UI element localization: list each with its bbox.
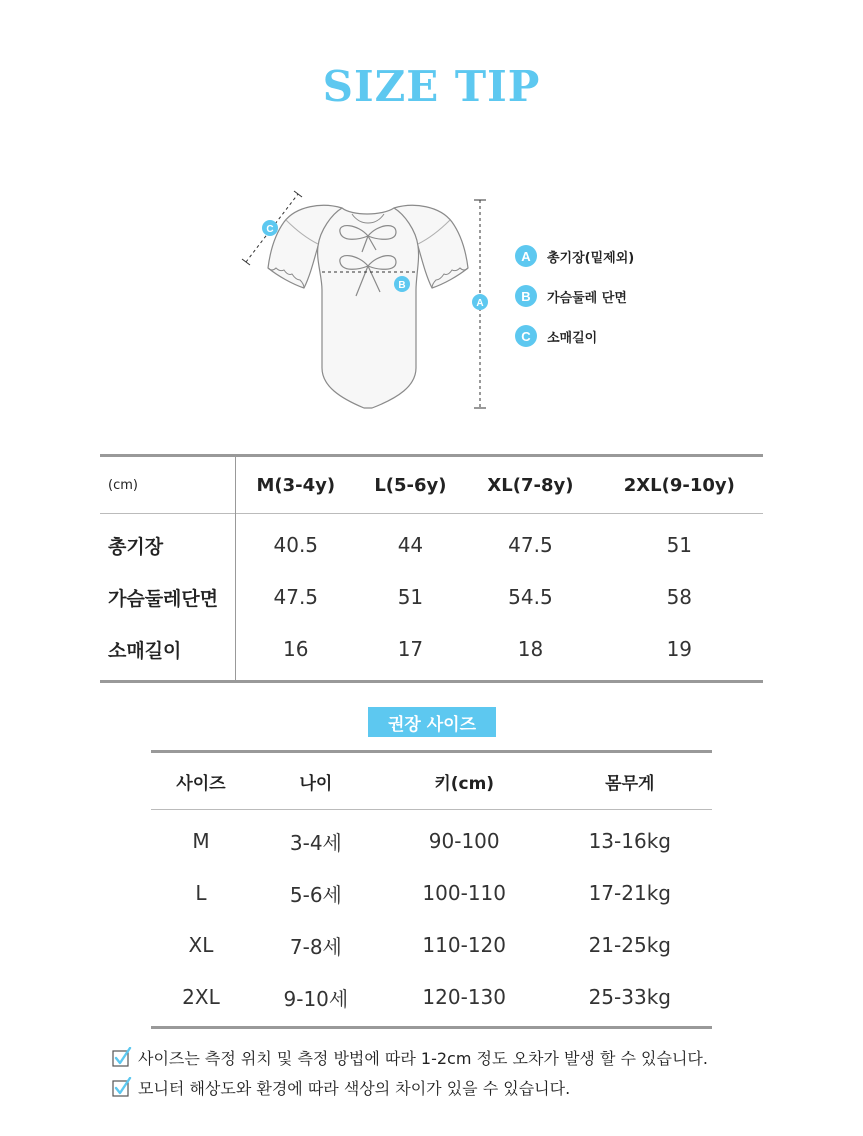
marker-b: B	[398, 280, 406, 291]
legend-label-a: 총기장(밑제외)	[547, 250, 635, 266]
garment-diagram	[230, 180, 510, 420]
row-label: 소매길이	[100, 623, 236, 682]
table-cell: 100-110	[422, 881, 506, 905]
page-title: SIZE TIP	[322, 62, 541, 111]
marker-a: A	[476, 298, 484, 309]
size-table	[100, 454, 763, 683]
table-cell: XL	[188, 933, 214, 957]
table-cell: L	[195, 881, 207, 905]
legend-badge-b: B	[515, 285, 537, 307]
recommend-badge: 권장 사이즈	[368, 707, 496, 737]
table-row	[100, 571, 763, 623]
note-text: 사이즈는 측정 위치 및 측정 방법에 따라 1-2cm 정도 오차가 발생 할 수 있습니다.	[138, 1048, 708, 1068]
table-row	[151, 919, 712, 971]
legend-label-b: 가슴둘레 단면	[547, 290, 627, 306]
table-row	[100, 623, 763, 682]
table-cell: 90-100	[428, 829, 500, 853]
table-cell: 47.5	[508, 533, 553, 557]
unit-label: (cm)	[100, 456, 236, 514]
table-cell: 19	[666, 637, 693, 661]
column-header: 사이즈	[176, 773, 226, 794]
table-row	[151, 867, 712, 919]
table-cell: 5-6세	[289, 882, 342, 907]
table-cell: 9-10세	[283, 986, 349, 1011]
table-row	[100, 514, 763, 572]
table-cell: 17-21kg	[588, 881, 671, 905]
table-cell: 17	[397, 637, 424, 661]
column-header: M(3-4y)	[256, 474, 336, 496]
column-header: 2XL(9-10y)	[623, 474, 735, 496]
column-header: XL(7-8y)	[487, 474, 574, 496]
row-label: 총기장	[100, 514, 236, 572]
table-cell: 47.5	[273, 585, 319, 609]
table-cell: 13-16kg	[588, 829, 671, 853]
checkbox-check-icon	[112, 1077, 132, 1097]
legend-item-c	[515, 316, 634, 356]
table-cell: 51	[397, 585, 424, 609]
recommend-table-header	[151, 752, 712, 810]
note-text: 모니터 해상도와 환경에 따라 색상의 차이가 있을 수 있습니다.	[138, 1078, 571, 1098]
size-table-header	[100, 456, 763, 514]
legend-badge-c: C	[515, 325, 537, 347]
note-item	[112, 1042, 708, 1072]
body-outline	[318, 208, 419, 408]
table-cell: 25-33kg	[588, 985, 671, 1009]
table-cell: 21-25kg	[588, 933, 671, 957]
recommend-table	[151, 750, 712, 1029]
legend-label-c: 소매길이	[547, 330, 598, 346]
table-cell: 44	[397, 533, 424, 557]
table-cell: 120-130	[422, 985, 506, 1009]
legend-badge-a: A	[515, 245, 537, 267]
legend-item-a	[515, 236, 634, 276]
table-row	[151, 971, 712, 1028]
row-label: 가슴둘레단면	[100, 571, 236, 623]
legend-item-b	[515, 276, 634, 316]
table-cell: 40.5	[273, 533, 319, 557]
column-header: 몸무게	[605, 773, 655, 794]
table-cell: M	[192, 829, 210, 853]
column-header: L(5-6y)	[374, 474, 447, 496]
table-cell: 2XL	[182, 985, 220, 1009]
table-cell: 16	[283, 637, 309, 661]
table-cell: 18	[517, 637, 544, 661]
measurement-legend	[515, 236, 634, 356]
notes-list	[112, 1042, 708, 1102]
table-row	[151, 810, 712, 868]
table-cell: 58	[666, 585, 693, 609]
table-cell: 54.5	[508, 585, 553, 609]
column-header: 키(cm)	[434, 773, 495, 794]
note-item	[112, 1072, 708, 1102]
table-cell: 110-120	[422, 933, 506, 957]
checkbox-check-icon	[112, 1047, 132, 1067]
column-header: 나이	[299, 773, 333, 794]
table-cell: 51	[666, 533, 693, 557]
table-cell: 3-4세	[289, 830, 342, 855]
table-cell: 7-8세	[289, 934, 342, 959]
marker-c: C	[266, 224, 274, 235]
